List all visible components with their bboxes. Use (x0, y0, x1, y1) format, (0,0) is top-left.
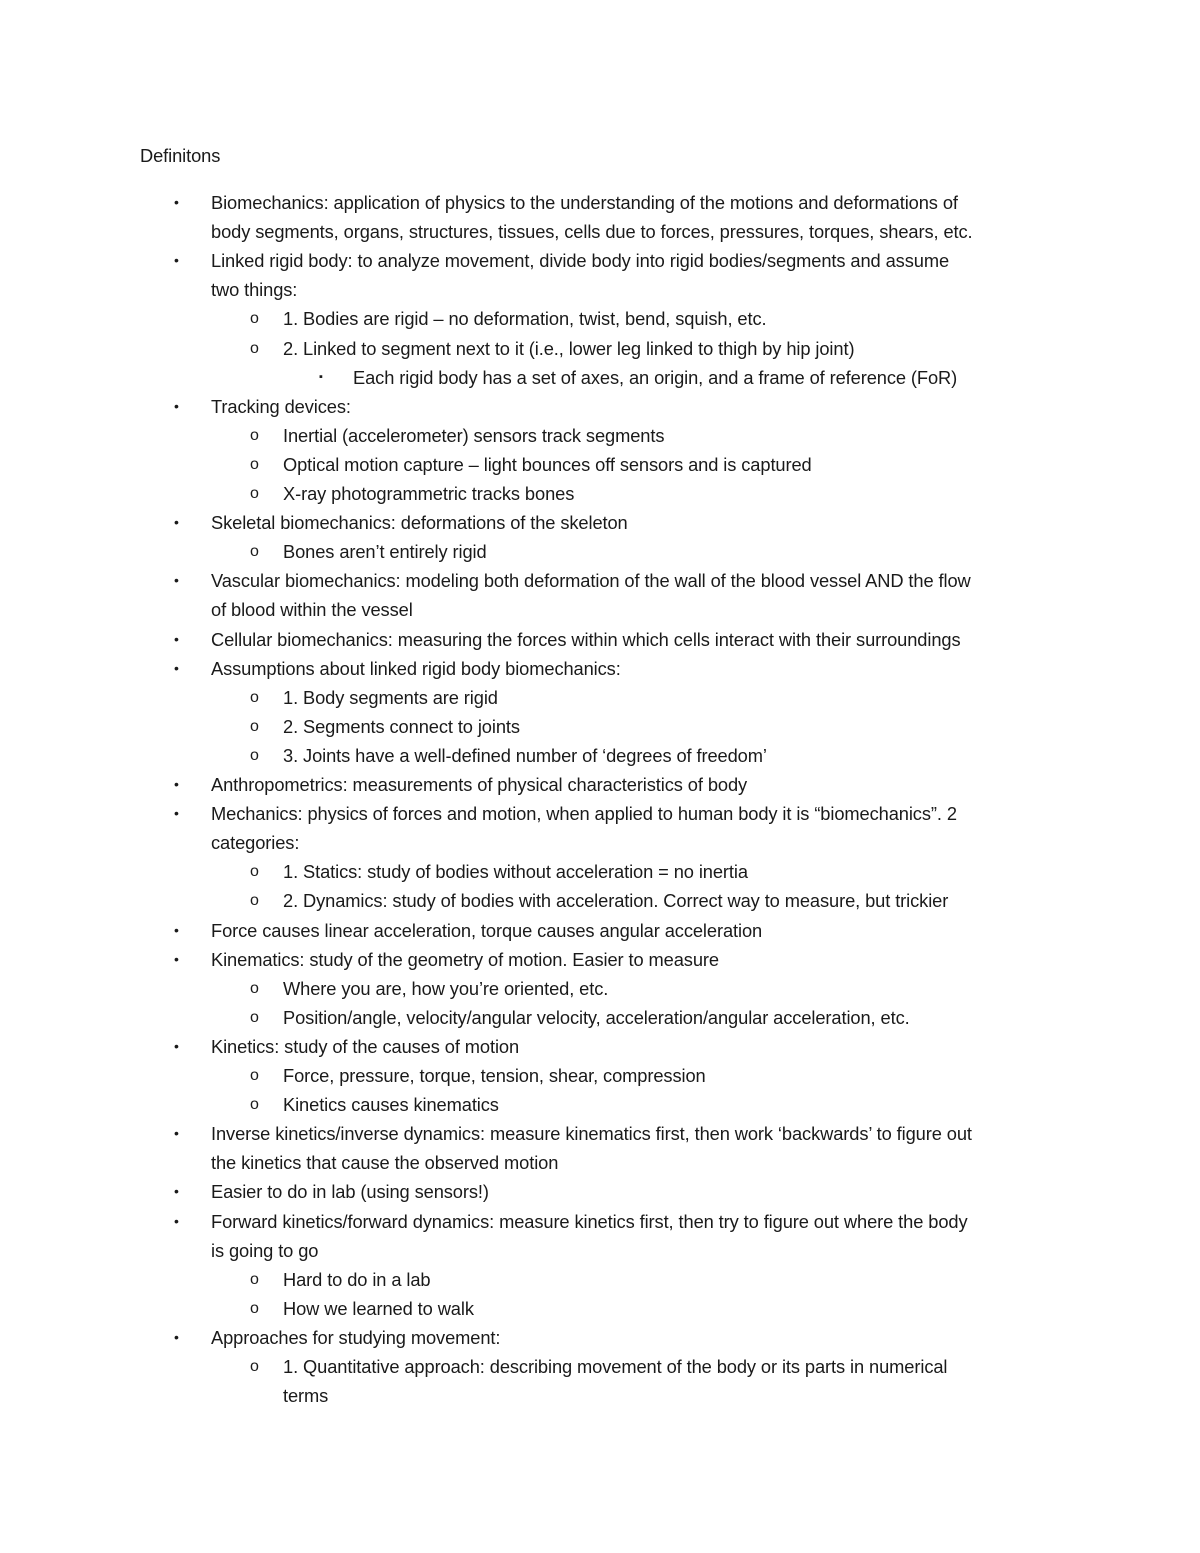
item-text-line: 1. Bodies are rigid – no deformation, twist, bend, squish, etc. (283, 308, 767, 330)
sub-item (250, 334, 1063, 363)
bullet-item (174, 625, 1081, 654)
item-text-line: Approaches for studying movement: (211, 1326, 501, 1348)
bullet-item (174, 916, 1081, 945)
sub-item (250, 537, 1063, 566)
item-text-line: Mechanics: physics of forces and motion, when applied to human body it is “biomechanics”. 2 (211, 803, 957, 825)
item-text-line: Tracking devices: (211, 395, 351, 417)
circle-marker: o (250, 688, 259, 706)
bullet-marker: • (174, 805, 179, 822)
square-marker: ▪ (319, 370, 323, 383)
circle-marker: o (250, 485, 259, 502)
bullet-item (174, 1323, 1081, 1352)
bullet-marker: • (174, 1183, 179, 1200)
circle-marker: o (250, 892, 259, 910)
sub-item (250, 974, 1063, 1003)
sub-item (250, 1352, 1063, 1410)
circle-marker: o (250, 1299, 259, 1317)
item-text-line: Skeletal biomechanics: deformations of the skeleton (211, 512, 628, 534)
bullet-marker: • (174, 572, 179, 589)
sub-item (250, 479, 1063, 508)
bullet-item (174, 799, 1081, 857)
item-text-line: 3. Joints have a well-defined number of ‘degrees of freedom’ (283, 744, 767, 766)
sub-item (250, 1003, 1063, 1032)
bullet-marker: • (174, 1037, 179, 1054)
item-text-line: Force causes linear acceleration, torque causes angular acceleration (211, 919, 763, 941)
item-text-line: Kinetics: study of the causes of motion (211, 1035, 520, 1057)
bullet-marker: • (174, 252, 179, 269)
circle-marker: o (250, 543, 259, 561)
bullet-item (174, 246, 1081, 304)
sub-item (250, 712, 1063, 741)
bullet-item (174, 392, 1081, 421)
bullet-marker: • (174, 630, 179, 647)
bullet-marker: • (174, 397, 179, 414)
bullet-marker: • (174, 1125, 179, 1142)
bullet-item (174, 770, 1081, 799)
sub-sub-item (319, 363, 1073, 392)
item-text-line: 2. Linked to segment next to it (i.e., lower leg linked to thigh by hip joint) (283, 337, 855, 359)
sub-item (250, 1294, 1063, 1323)
item-text-line: Force, pressure, torque, tension, shear, compression (283, 1065, 706, 1086)
bullet-marker: • (174, 659, 179, 676)
item-text-line: Vascular biomechanics: modeling both deformation of the wall of the blood vessel AND the flow (211, 570, 971, 592)
circle-marker: o (250, 1067, 259, 1084)
item-text-line: Anthropometrics: measurements of physical characteristics of body (211, 774, 748, 795)
bullet-item (174, 654, 1081, 683)
circle-marker: o (250, 426, 259, 444)
bullet-item (174, 508, 1081, 537)
bullet-item (174, 566, 1081, 624)
item-text-line: Inverse kinetics/inverse dynamics: measure kinematics first, then work ‘backwards’ to figure out (211, 1123, 972, 1145)
bullet-item (174, 1207, 1081, 1265)
circle-marker: o (250, 455, 259, 473)
sub-item (250, 1061, 1063, 1090)
item-text-line: Kinematics: study of the geometry of motion. Easier to measure (211, 948, 719, 970)
bullet-item (174, 1032, 1081, 1061)
circle-marker: o (250, 1358, 259, 1375)
bullet-item (174, 188, 1081, 246)
item-text-line: Where you are, how you’re oriented, etc. (283, 977, 609, 999)
bullet-marker: • (174, 1212, 179, 1229)
circle-marker: o (250, 339, 259, 357)
sub-item (250, 450, 1063, 479)
sub-item (250, 886, 1063, 915)
item-text-line: is going to go (211, 1239, 319, 1261)
item-text-line: 1. Body segments are rigid (283, 686, 498, 708)
bullet-marker: • (174, 1328, 179, 1345)
bullet-marker: • (174, 194, 179, 210)
item-text-line: terms (283, 1385, 329, 1407)
item-text-line: Inertial (accelerometer) sensors track segments (283, 424, 665, 446)
bullet-marker: • (174, 921, 179, 938)
circle-marker: o (250, 1008, 259, 1026)
sub-item (250, 1265, 1063, 1294)
item-text-line: the kinetics that cause the observed motion (211, 1152, 559, 1174)
circle-marker: o (250, 863, 259, 881)
item-text-line: Forward kinetics/forward dynamics: measure kinetics first, then try to figure out where the body (211, 1210, 968, 1232)
bullet-item (174, 1177, 1081, 1206)
item-text-line: Each rigid body has a set of axes, an origin, and a frame of reference (FoR) (353, 366, 958, 388)
item-text-line: two things: (211, 279, 298, 301)
sub-item (250, 683, 1063, 712)
item-text-line: 1. Quantitative approach: describing movement of the body or its parts in numerical (283, 1356, 948, 1377)
item-text-line: 2. Segments connect to joints (283, 715, 520, 737)
item-text-line: How we learned to walk (283, 1297, 474, 1319)
item-text-line: Cellular biomechanics: measuring the forces within which cells interact with their surroundings (211, 628, 961, 650)
circle-marker: o (250, 746, 259, 764)
item-text-line: Position/angle, velocity/angular velocity, acceleration/angular acceleration, etc. (283, 1006, 910, 1028)
item-text-line: Bones aren’t entirely rigid (283, 541, 487, 563)
bullet-marker: • (174, 514, 179, 531)
item-text-line: 2. Dynamics: study of bodies with acceleration. Correct way to measure, but trickier (283, 890, 949, 912)
sub-item (250, 1090, 1063, 1119)
item-text-line: body segments, organs, structures, tissues, cells due to forces, pressures, torques, shears, etc. (211, 221, 973, 243)
circle-marker: o (250, 310, 259, 328)
circle-marker: o (250, 979, 259, 997)
sub-item (250, 857, 1063, 886)
item-text-line: Linked rigid body: to analyze movement, divide body into rigid bodies/segments and assume (211, 250, 950, 272)
bullet-marker: • (174, 950, 179, 967)
circle-marker: o (250, 717, 259, 735)
item-text-line: Easier to do in lab (using sensors!) (211, 1181, 489, 1203)
sub-item (250, 421, 1063, 450)
page-title: Definitons (140, 145, 221, 166)
sub-item (250, 304, 1063, 333)
item-text-line: of blood within the vessel (211, 599, 413, 621)
item-text-line: Assumptions about linked rigid body biomechanics: (211, 657, 621, 679)
item-text-line: Biomechanics: application of physics to the understanding of the motions and deformations of (211, 192, 958, 213)
circle-marker: o (250, 1096, 259, 1114)
bullet-marker: • (174, 776, 179, 792)
item-text-line: categories: (211, 832, 300, 854)
circle-marker: o (250, 1270, 259, 1288)
item-text-line: Hard to do in a lab (283, 1268, 431, 1290)
item-text-line: Kinetics causes kinematics (283, 1094, 499, 1116)
bullet-item (174, 1119, 1081, 1177)
item-text-line: 1. Statics: study of bodies without acceleration = no inertia (283, 861, 748, 883)
sub-item (250, 741, 1063, 770)
bullet-item (174, 945, 1081, 974)
item-text-line: X-ray photogrammetric tracks bones (283, 483, 575, 504)
item-text-line: Optical motion capture – light bounces off sensors and is captured (283, 453, 812, 475)
